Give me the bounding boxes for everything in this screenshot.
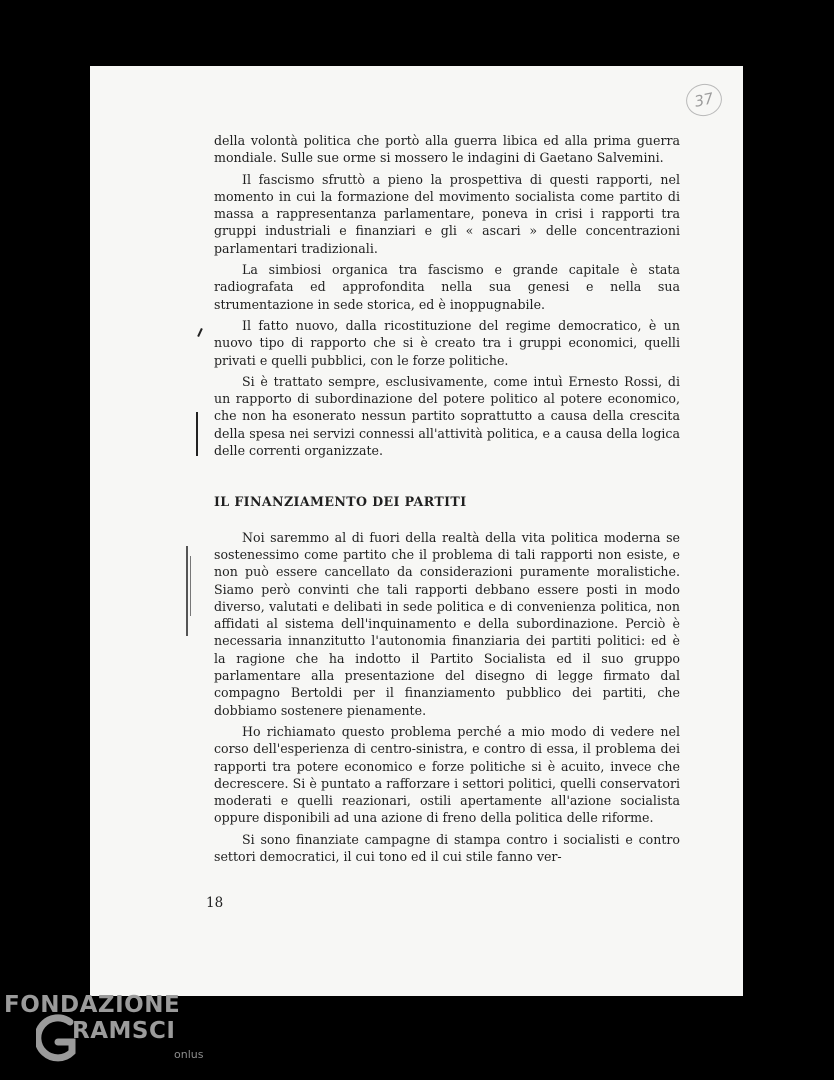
logo-subtitle: onlus	[174, 1048, 204, 1061]
fondazione-gramsci-logo	[4, 990, 214, 1072]
document-body	[214, 132, 680, 865]
logo-line-2: RAMSCI	[72, 1018, 176, 1044]
margin-bracket-mark	[196, 412, 198, 456]
logo-line-1: FONDAZIONE	[4, 992, 181, 1018]
paragraph: Si sono finanziate campagne di stampa contro i socialisti e contro settori democratici, il cui tono ed il cui stile fanno ver-	[214, 831, 680, 864]
margin-bracket-mark	[186, 546, 188, 636]
paragraph: della volontà politica che portò alla guerra libica ed alla prima guerra mondiale. Sulle sue orme si mossero le indagini di Gaetano Salvemini.	[214, 133, 680, 166]
page-number: 18	[206, 895, 224, 911]
paragraph: Il fatto nuovo, dalla ricostituzione del regime democratico, è un nuovo tipo di rapporto che si è creato tra i gruppi economici, quelli privati e quelli pubblici, con le forze politiche.	[214, 317, 680, 368]
folio-stamp: 37	[683, 81, 725, 120]
margin-bracket-mark	[190, 556, 191, 616]
paragraph: Noi saremmo al di fuori della realtà della vita politica moderna se sostenessimo come partito che il problema di tali rapporti non esiste, e non può essere cancellato da considerazioni puramente moralistiche. Siamo però convinti che tali rapporti debbano essere posti in modo diverso, valutati e delibati in sede politica e di convenienza politica, non affidati al sistema dell'inquinamento e della subordinazione. Perciò è necessaria innanzitutto l'autonomia finanziaria dei partiti politici: ed è la ragione che ha indotto il Partito Socialista ed il suo gruppo parlamentare alla presentazione del disegno di legge firmato dal compagno Bertoldi per il finanziamento pubblico dei partiti, che dobbiamo sostenere pienamente.	[214, 529, 680, 718]
paragraph: Ho richiamato questo problema perché a mio modo di vedere nel corso dell'esperienza di centro-sinistra, e contro di essa, il problema dei rapporti tra potere economico e forze politiche si è acuito, invece che decrescere. Si è puntato a rafforzare i settori politici, quelli conservatori moderati e quelli reazionari, ostili apertamente all'azione socialista oppure disponibili ad una azione di freno della politica delle riforme.	[214, 723, 680, 826]
paragraph: La simbiosi organica tra fascismo e grande capitale è stata radiografata ed approfondita nella sua genesi e nella sua strumentazione in sede storica, ed è inoppugnabile.	[214, 262, 680, 312]
section-heading: IL FINANZIAMENTO DEI PARTITI	[214, 494, 467, 510]
paragraph: Il fascismo sfruttò a pieno la prospettiva di questi rapporti, nel momento in cui la formazione del movimento socialista come partito di massa a rappresentanza parlamentare, poneva in crisi i rapporti tra gruppi industriali e finanziari e gli « ascari » delle concentrazioni parlamentari tradizionali.	[214, 171, 680, 256]
paragraph: Si è trattato sempre, esclusivamente, come intuì Ernesto Rossi, di un rapporto di subordinazione del potere politico al potere economico, che non ha esonerato nessun partito soprattutto a causa della crescita della spesa nei servizi connessi all'attività politica, e a causa della logica delle correnti organizzate.	[214, 373, 680, 459]
